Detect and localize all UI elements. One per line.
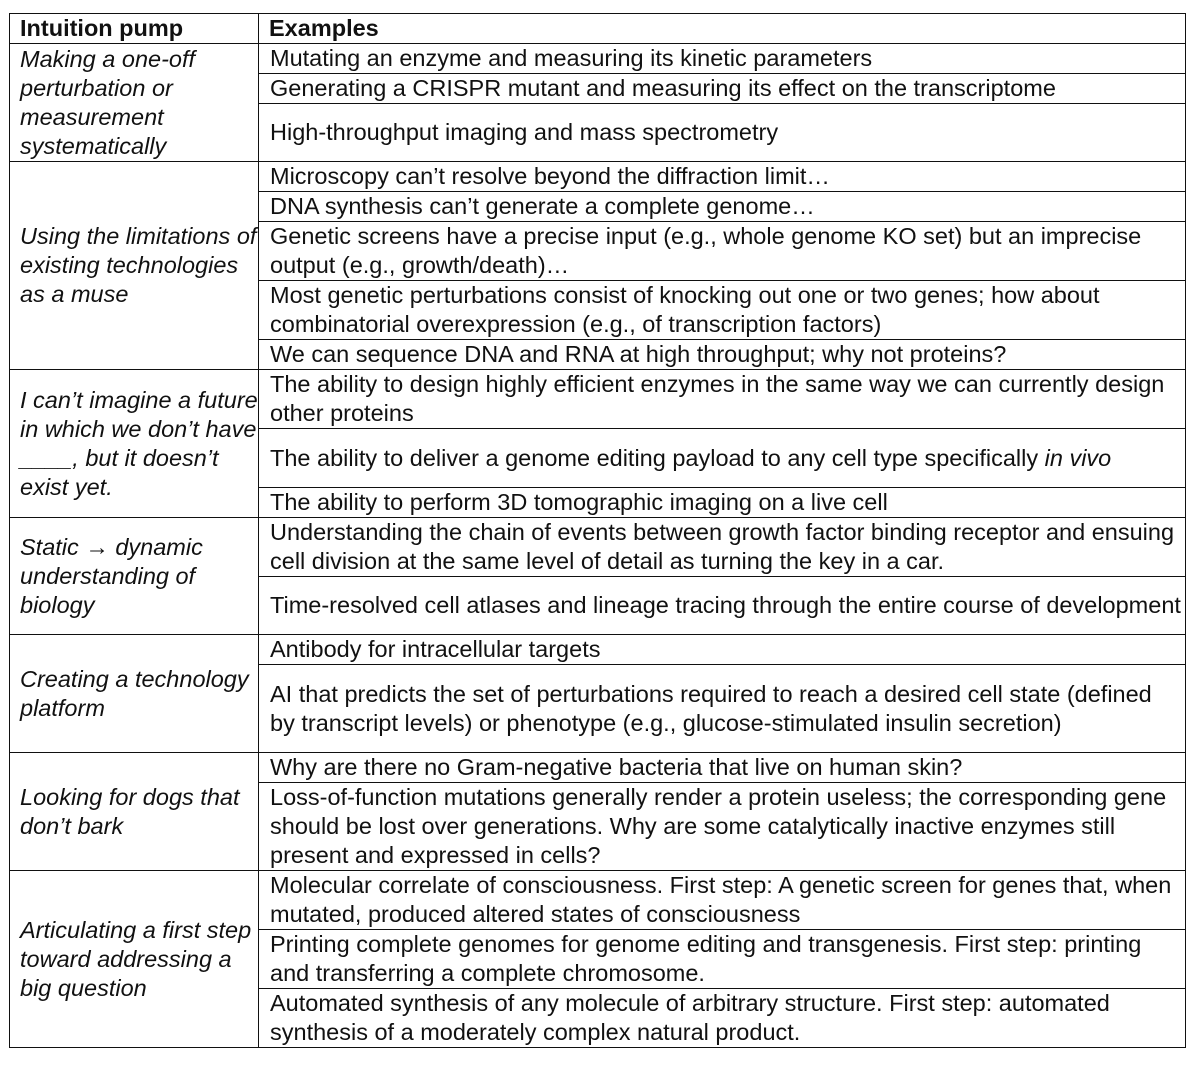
example-cell: Automated synthesis of any molecule of arbitrary structure. First step: automated synthesis of a moderately complex natural product. — [259, 989, 1186, 1048]
example-cell: High-throughput imaging and mass spectrometry — [259, 104, 1186, 162]
example-cell: Genetic screens have a precise input (e.g., whole genome KO set) but an imprecise output (e.g., growth/death)… — [259, 222, 1186, 281]
example-cell: Mutating an enzyme and measuring its kinetic parameters — [259, 44, 1186, 74]
table-body — [10, 44, 1186, 1048]
table-row — [10, 753, 1186, 783]
intuition-pump-cell: Using the limitations of existing technologies as a muse — [10, 162, 259, 370]
intuition-pump-cell: Creating a technology platform — [10, 635, 259, 753]
example-cell: The ability to perform 3D tomographic imaging on a live cell — [259, 488, 1186, 518]
intuition-pump-cell: Making a one-off perturbation or measurement systematically — [10, 44, 259, 162]
table-row — [10, 44, 1186, 74]
example-cell — [259, 429, 1186, 488]
example-cell: AI that predicts the set of perturbations required to reach a desired cell state (defined by transcript levels) or phenotype (e.g., glucose-stimulated insulin secretion) — [259, 665, 1186, 753]
example-cell: Microscopy can’t resolve beyond the diffraction limit… — [259, 162, 1186, 192]
example-cell: Understanding the chain of events between growth factor binding receptor and ensuing cell division at the same level of detail as turning the key in a car. — [259, 518, 1186, 577]
header-intuition-pump: Intuition pump — [10, 14, 259, 44]
header-examples: Examples — [259, 14, 1186, 44]
intuition-pump-cell: Articulating a first step toward addressing a big question — [10, 871, 259, 1048]
table-row — [10, 635, 1186, 665]
example-cell: Generating a CRISPR mutant and measuring its effect on the transcriptome — [259, 74, 1186, 104]
table-row — [10, 871, 1186, 930]
example-cell: We can sequence DNA and RNA at high throughput; why not proteins? — [259, 340, 1186, 370]
intuition-pump-cell: Static → dynamic understanding of biology — [10, 518, 259, 635]
example-cell: Molecular correlate of consciousness. First step: A genetic screen for genes that, when mutated, produced altered states of consciousness — [259, 871, 1186, 930]
example-cell: DNA synthesis can’t generate a complete genome… — [259, 192, 1186, 222]
example-cell: The ability to design highly efficient enzymes in the same way we can currently design other proteins — [259, 370, 1186, 429]
table-row — [10, 162, 1186, 192]
example-cell: Loss-of-function mutations generally render a protein useless; the corresponding gene should be lost over generations. Why are some catalytically inactive enzymes still present and expressed in cells? — [259, 783, 1186, 871]
table-row — [10, 370, 1186, 429]
example-cell: Why are there no Gram-negative bacteria that live on human skin? — [259, 753, 1186, 783]
example-cell: Printing complete genomes for genome editing and transgenesis. First step: printing and transferring a complete chromosome. — [259, 930, 1186, 989]
table-row — [10, 518, 1186, 577]
example-italic-text: in vivo — [1044, 444, 1112, 471]
intuition-pump-table — [9, 13, 1186, 1048]
example-cell: Time-resolved cell atlases and lineage tracing through the entire course of development — [259, 577, 1186, 635]
example-cell: Most genetic perturbations consist of knocking out one or two genes; how about combinatorial overexpression (e.g., of transcription factors) — [259, 281, 1186, 340]
intuition-pump-cell: Looking for dogs that don’t bark — [10, 753, 259, 871]
example-cell: Antibody for intracellular targets — [259, 635, 1186, 665]
intuition-pump-cell: I can’t imagine a future in which we don’t have ____, but it doesn’t exist yet. — [10, 370, 259, 518]
example-text: The ability to deliver a genome editing payload to any cell type specifically — [270, 444, 1045, 471]
header-row — [10, 14, 1186, 44]
